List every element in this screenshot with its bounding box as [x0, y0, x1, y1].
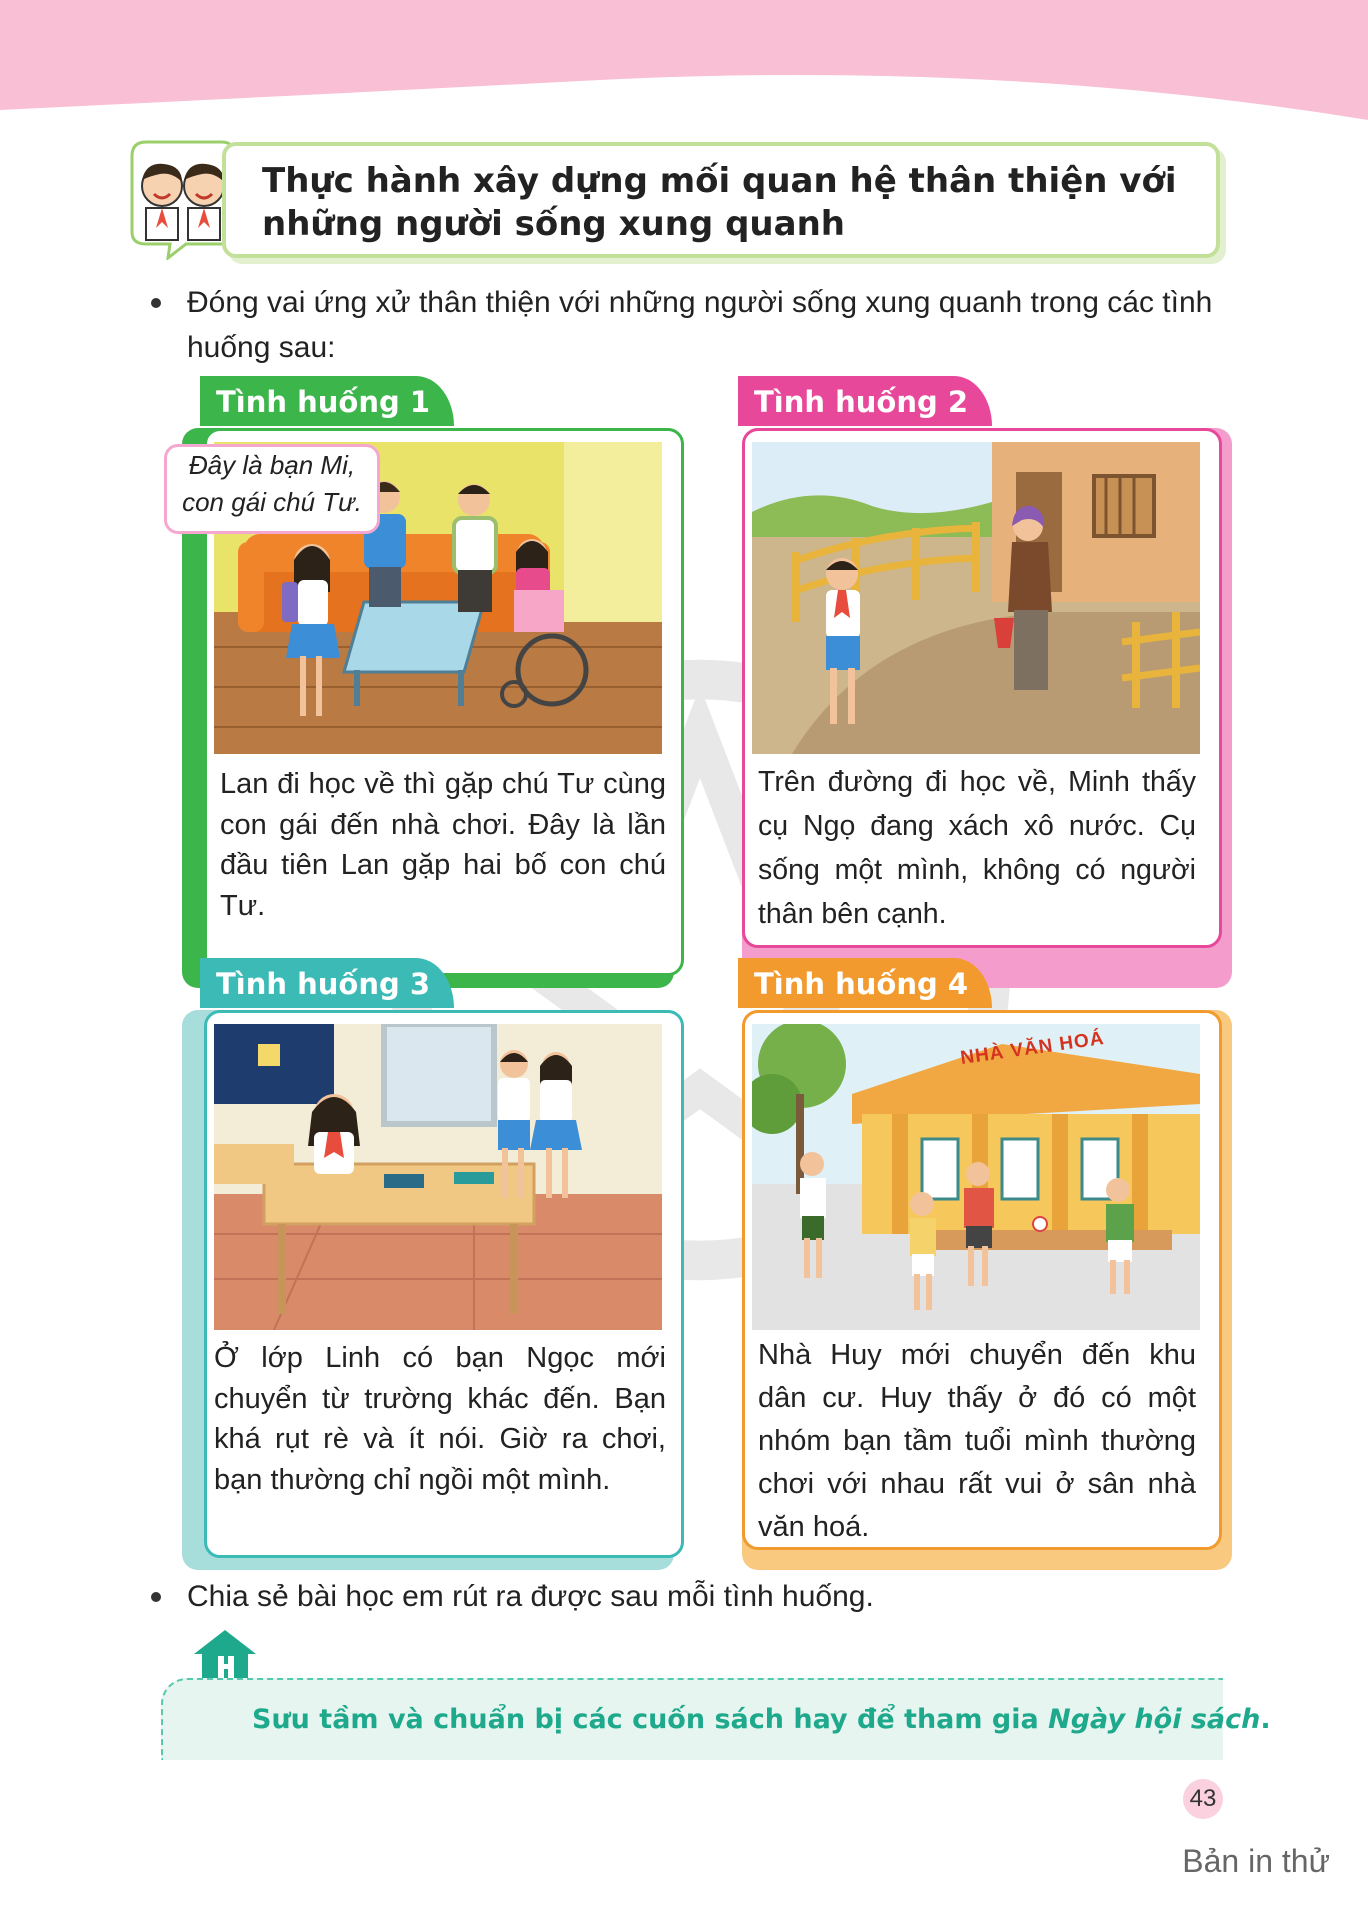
bullet-dot	[151, 1592, 161, 1602]
homework-text	[252, 1700, 1271, 1740]
situation-card-4	[742, 967, 1222, 1570]
situation-2-tab: Tình huống 2	[738, 376, 992, 426]
speech-bubble	[164, 444, 380, 534]
speech-line-1: Đây là bạn Mi,	[188, 450, 356, 480]
situation-4-illustration	[752, 1024, 1200, 1330]
draft-label: Bản in thử	[1182, 1843, 1330, 1879]
intro-bullet	[187, 280, 1237, 370]
situation-3-text: Ở lớp Linh có bạn Ngọc mới chuyển từ trường khác đến. Bạn khá rụt rè và ít nói. Giờ ra chơi, bạn thường chỉ ngồi một mình.	[214, 1342, 666, 1496]
closing-text: Chia sẻ bài học em rút ra được sau mỗi tình huống.	[187, 1580, 874, 1613]
situation-4-text: Nhà Huy mới chuyển đến khu dân cư. Huy thấy ở đó có một nhóm bạn tầm tuổi mình thường chơi với nhau rất vui ở sân nhà văn hoá.	[758, 1339, 1196, 1543]
situation-3-tab: Tình huống 3	[200, 958, 454, 1008]
situation-1-tab: Tình huống 1	[200, 376, 454, 426]
cultural-house-sign: NHÀ VĂN HOÁ	[959, 1028, 1106, 1069]
speech-line-2: con gái chú Tư.	[182, 487, 362, 517]
situation-2-text: Trên đường đi học về, Minh thấy cụ Ngọ đang xách xô nước. Cụ sống một mình, không có người thân bên cạnh.	[758, 766, 1196, 930]
situation-1-text: Lan đi học về thì gặp chú Tư cùng con gái đến nhà chơi. Đây là lần đầu tiên Lan gặp hai bố con chú Tư.	[220, 768, 666, 922]
activity-title: Thực hành xây dựng mối quan hệ thân thiện với những người sống xung quanh	[262, 161, 1177, 244]
homework-book-day: Ngày hội sách	[1048, 1704, 1261, 1735]
home-icon	[190, 1626, 260, 1684]
homework-period: .	[1260, 1704, 1271, 1735]
situation-card-3	[204, 967, 684, 1570]
homework-main: Sưu tầm và chuẩn bị các cuốn sách hay để tham gia	[252, 1704, 1049, 1735]
situation-2-illustration	[752, 442, 1200, 754]
closing-bullet	[187, 1574, 1237, 1619]
situation-3-illustration	[214, 1024, 662, 1330]
situation-4-tab: Tình huống 4	[738, 958, 992, 1008]
intro-text: Đóng vai ứng xử thân thiện với những người sống xung quanh trong các tình huống sau:	[187, 286, 1213, 364]
top-decoration	[0, 0, 1368, 140]
bullet-dot	[151, 298, 161, 308]
situation-card-2	[742, 385, 1222, 988]
page-number: 43	[1183, 1779, 1223, 1819]
